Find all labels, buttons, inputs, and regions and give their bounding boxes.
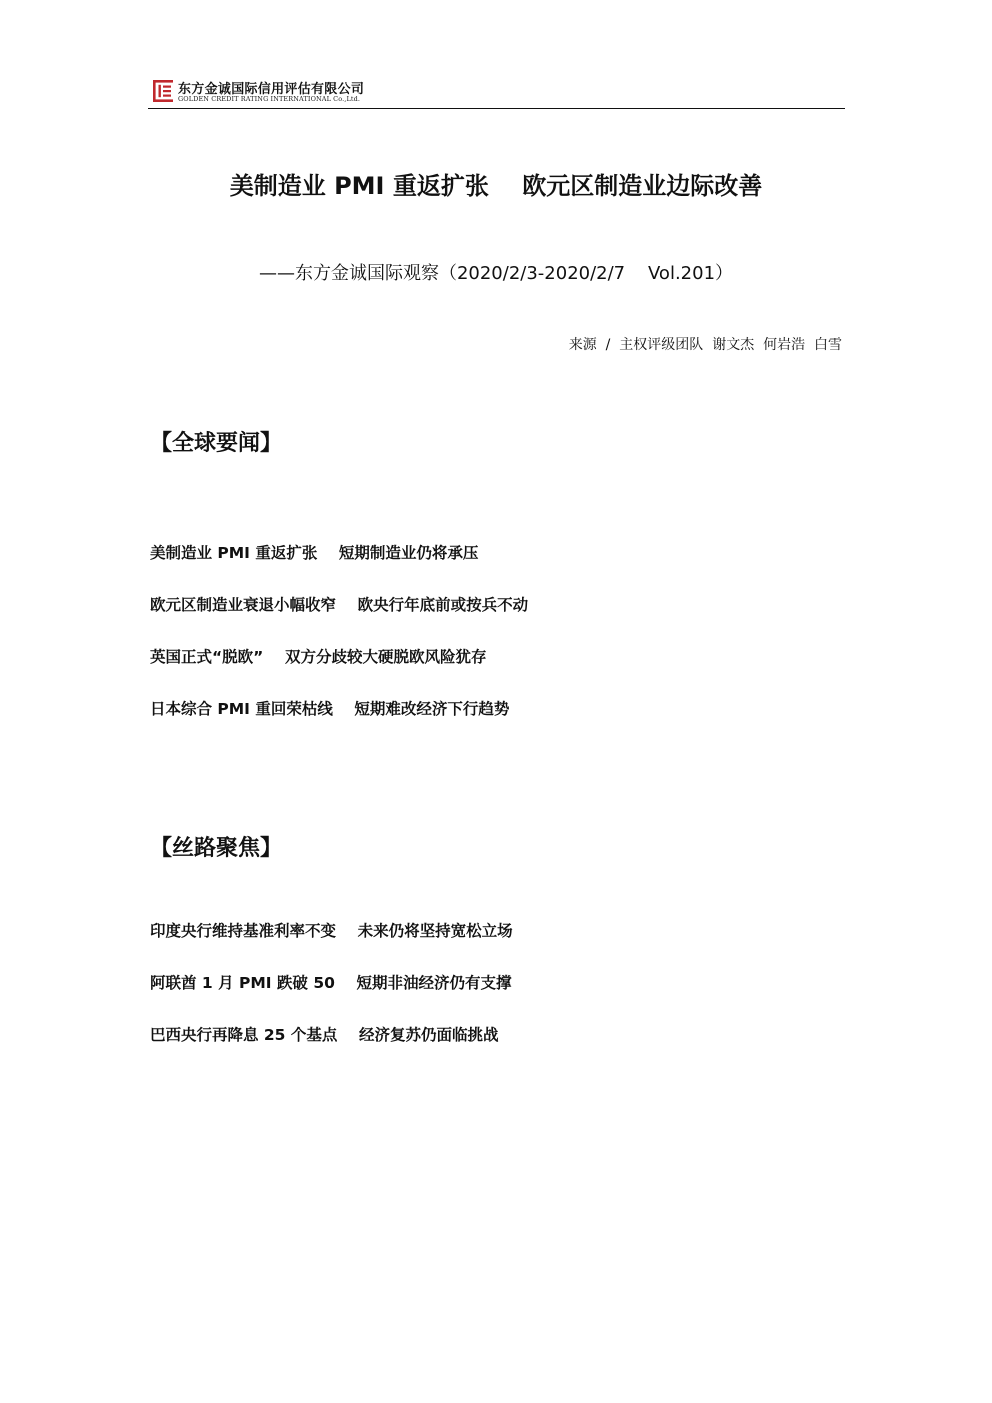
headline-item: 欧元区制造业衰退小幅收窄 欧央行年底前或按兵不动 [150, 596, 529, 614]
golden-credit-logo-icon [153, 80, 173, 102]
page-header [150, 74, 846, 110]
headline-item: 英国正式“脱欧” 双方分歧较大硬脱欧风险犹存 [150, 648, 487, 666]
headline-item: 美制造业 PMI 重返扩张 短期制造业仍将承压 [150, 544, 479, 562]
company-name-cn: 东方金诚国际信用评估有限公司 [178, 82, 365, 97]
header-divider [148, 108, 845, 109]
report-title: 美制造业 PMI 重返扩张 欧元区制造业边际改善 [229, 172, 763, 200]
headline-item: 巴西央行再降息 25 个基点 经济复苏仍面临挑战 [150, 1026, 499, 1044]
report-byline: 来源 / 主权评级团队 谢文杰 何岩浩 白雪 [568, 337, 842, 353]
section-heading-global-news: 【全球要闻】 [150, 431, 283, 456]
headline-item: 印度央行维持基准利率不变 未来仍将坚持宽松立场 [150, 922, 513, 940]
headline-item: 阿联酋 1 月 PMI 跌破 50 短期非油经济仍有支撑 [150, 974, 512, 992]
headline-item: 日本综合 PMI 重回荣枯线 短期难改经济下行趋势 [150, 700, 510, 718]
company-name-en: GOLDEN CREDIT RATING INTERNATIONAL Co.,Ltd. [178, 95, 361, 103]
report-subtitle: ——东方金诚国际观察（2020/2/3-2020/2/7 Vol.201） [258, 263, 734, 284]
section-heading-silk-road: 【丝路聚焦】 [150, 836, 283, 861]
